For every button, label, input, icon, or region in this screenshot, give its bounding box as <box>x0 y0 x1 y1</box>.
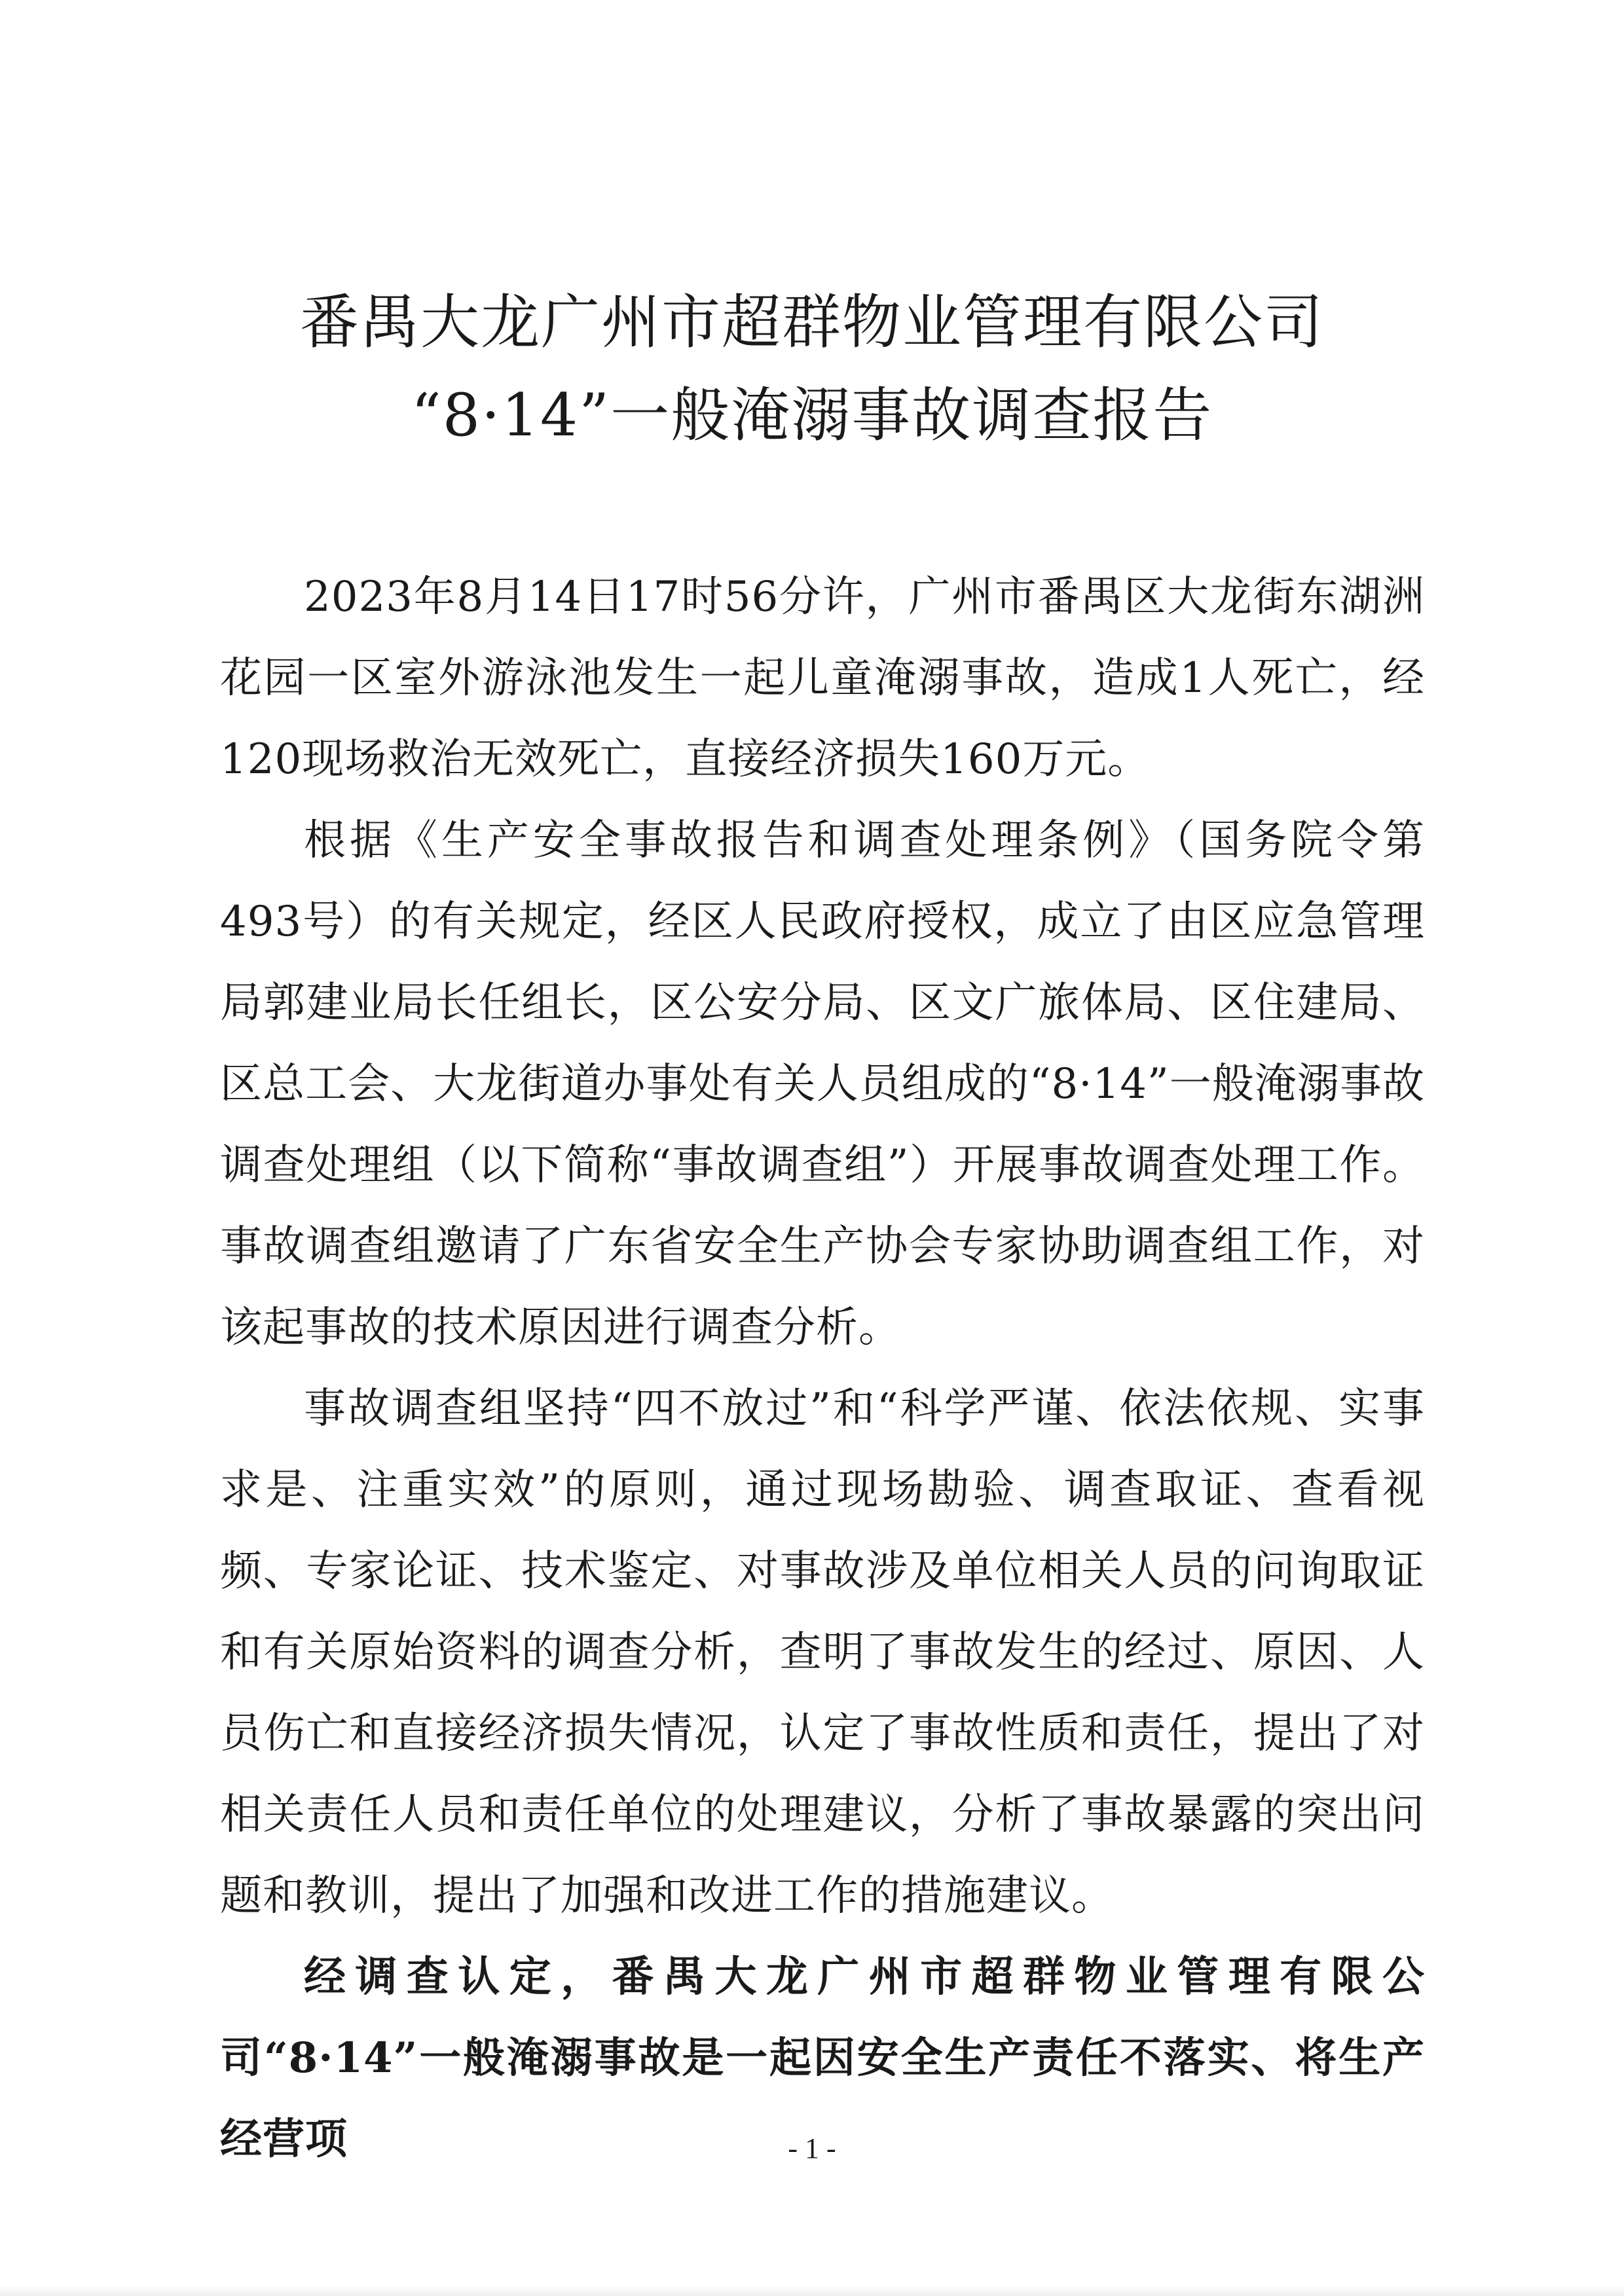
scan-edge-divider <box>0 2286 1624 2296</box>
document-title-line-1: 番禺大龙广州市超群物业管理有限公司 <box>300 288 1324 357</box>
page-number: - 1 - <box>788 2132 836 2164</box>
paragraph-conclusion: 经调查认定，番禺大龙广州市超群物业管理有限公司“8·14”一般淹溺事故是一起因安全生产责任不落实、将生产经营项 <box>220 1952 1425 2164</box>
paragraph-investigation-principles: 事故调查组坚持“四不放过”和“科学严谨、依法依规、实事求是、注重实效”的原则，通过现场勘验、调查取证、查看视频、专家论证、技术鉴定、对事故涉及单位相关人员的问询取证和有关原始资料的调查分析，查明了事故发生的经过、原因、人员伤亡和直接经济损失情况，认定了事故性质和责任，提出了对相关责任人员和责任单位的处理建议，分析了事故暴露的突出问题和教训，提出了加强和改进工作的措施建议。 <box>220 1385 1425 1920</box>
document-body <box>220 556 1425 2180</box>
paragraph-incident-summary: 2023年8月14日17时56分许，广州市番禺区大龙街东湖洲花园一区室外游泳池发生一起儿童淹溺事故，造成1人死亡，经120现场救治无效死亡，直接经济损失160万元。 <box>220 573 1425 784</box>
document-title-line-2: “8·14”一般淹溺事故调查报告 <box>411 381 1213 450</box>
paragraph-investigation-team: 根据《生产安全事故报告和调查处理条例》（国务院令第493号）的有关规定，经区人民政府授权，成立了由区应急管理局郭建业局长任组长，区公安分局、区文广旅体局、区住建局、区总工会、大龙街道办事处有关人员组成的“8·14”一般淹溺事故调查处理组（以下简称“事故调查组”）开展事故调查处理工作。事故调查组邀请了广东省安全生产协会专家协助调查组工作，对该起事故的技术原因进行调查分析。 <box>220 816 1425 1352</box>
